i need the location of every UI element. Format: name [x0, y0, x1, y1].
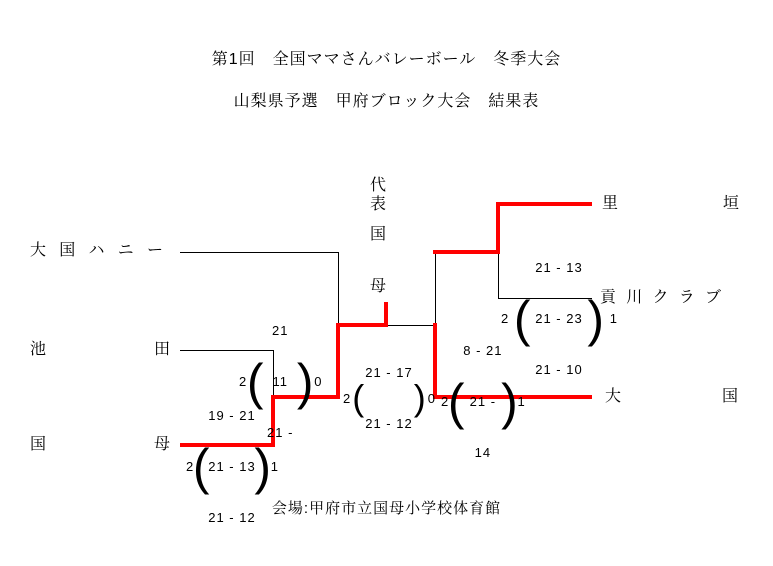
- paren-close: ): [296, 353, 314, 410]
- set-score: 21 -: [267, 425, 294, 440]
- team-ikeda: [30, 342, 170, 358]
- team-name-char: ラ: [678, 289, 695, 306]
- round1-right-connector: [498, 254, 499, 299]
- sets-won-right: 1: [609, 311, 617, 326]
- set-score: 11: [272, 374, 288, 389]
- set-score: 21 - 12: [365, 416, 413, 431]
- title-line1: 第1回 全国ママさんバレーボール 冬季大会: [211, 51, 562, 68]
- set-score: 21 - 13: [535, 260, 583, 275]
- paren-open: (: [246, 353, 264, 410]
- sets-won-right: 0: [314, 374, 322, 389]
- set-score: 14: [474, 445, 492, 460]
- team-name-char: 大: [605, 388, 622, 405]
- set-score: 21: [272, 323, 289, 338]
- sets-won-left: 2: [239, 374, 247, 389]
- set-scores: [535, 225, 582, 412]
- set-score: 19 - 21: [208, 408, 256, 423]
- representative-label-char: 国: [370, 226, 387, 243]
- set-scores: [463, 308, 502, 495]
- team-kokubo: [30, 437, 170, 453]
- final-line-right-half: [388, 325, 435, 326]
- winner-path-semifinal-left: [336, 323, 340, 399]
- score-semifinal-left: [238, 288, 322, 475]
- team-name-char: ク: [652, 289, 669, 306]
- set-score: 21 - 12: [208, 510, 256, 525]
- team-name-char: 国: [721, 388, 738, 405]
- paren-open: (: [513, 290, 531, 347]
- score-round1-right: [500, 225, 618, 412]
- semifinal-left-connector: [338, 252, 339, 324]
- winner-line-satogaki: [496, 202, 592, 206]
- representative-label-char: 表: [370, 196, 387, 213]
- team-name-char: 里: [602, 195, 619, 212]
- team-name-char: ハ: [88, 242, 105, 259]
- paren-open: (: [192, 438, 210, 495]
- team-name-char: 川: [626, 289, 643, 306]
- set-score: 21 - 10: [535, 362, 583, 377]
- winner-path-final: [336, 323, 388, 327]
- sets-won-right: 0: [427, 390, 435, 406]
- champion-stub: [384, 302, 388, 327]
- team-name-char: ー: [146, 242, 163, 259]
- set-score: 8 - 21: [463, 343, 503, 358]
- semifinal-right-connector: [435, 254, 436, 324]
- team-name-char: 大: [30, 242, 47, 259]
- winner-advance-round1-right: [433, 250, 500, 254]
- paren-open: (: [352, 377, 365, 418]
- set-score: 21 - 23: [535, 311, 583, 326]
- set-scores: [263, 288, 297, 475]
- set-score: 21 - 17: [365, 365, 413, 380]
- team-name-char: 国: [30, 436, 47, 453]
- set-score: 21 -: [469, 394, 497, 409]
- paren-close: ): [501, 373, 518, 430]
- team-daikoku-honey: [30, 243, 163, 259]
- paren-close: ): [413, 377, 426, 418]
- team-name-char: 国: [59, 242, 76, 259]
- sets-won-left: 2: [343, 390, 351, 406]
- team-satogaki: [602, 196, 739, 212]
- set-scores: [365, 330, 412, 466]
- score-final: [342, 330, 436, 466]
- sets-won-right: 1: [517, 394, 525, 409]
- title-line2: 山梨県予選 甲府ブロック大会 結果表: [233, 93, 540, 110]
- team-name-char: 田: [153, 341, 170, 358]
- bracket-line-daikoku-honey: [180, 252, 338, 253]
- team-name-char: ブ: [704, 289, 721, 306]
- paren-close: ): [587, 290, 605, 347]
- sets-won-left: 2: [441, 394, 449, 409]
- team-daikoku: [605, 389, 738, 405]
- sets-won-right: 1: [270, 459, 278, 474]
- set-score: 21 - 13: [208, 459, 256, 474]
- team-name-char: 池: [30, 341, 47, 358]
- sets-won-left: 2: [501, 311, 509, 326]
- team-name-char: ニ: [117, 242, 134, 259]
- paren-close: ): [254, 438, 272, 495]
- representative-label-char: 代: [370, 177, 387, 194]
- representative-label-char: 母: [370, 278, 387, 295]
- venue-text: 会場:甲府市立国母小学校体育館: [271, 500, 502, 517]
- paren-open: (: [447, 373, 465, 430]
- team-name-char: 母: [153, 436, 170, 453]
- sets-won-left: 2: [186, 459, 194, 474]
- team-sagawa-club: [600, 290, 721, 306]
- team-name-char: 貢: [600, 289, 617, 306]
- team-name-char: 垣: [722, 195, 739, 212]
